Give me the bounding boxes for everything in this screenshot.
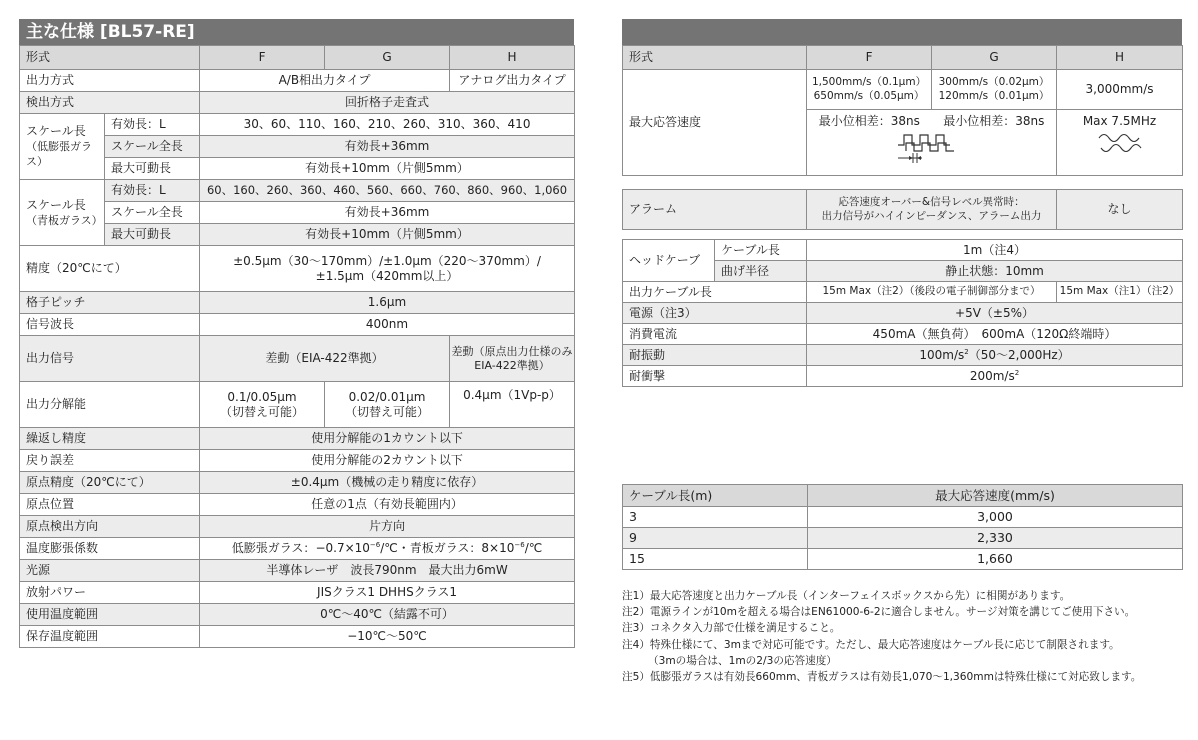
row-value: 静止状態：10mm [807, 261, 1183, 282]
value-part: 100m/s [919, 347, 965, 362]
row-sublabel: 最大可動長 [105, 158, 200, 180]
spec-table-right [622, 45, 1183, 387]
table-header-row [20, 46, 575, 70]
row-value [200, 382, 325, 428]
spacer-row [623, 230, 1183, 240]
pulse-waveform-icon [892, 131, 972, 165]
row-value [932, 70, 1057, 110]
row-value: 1m（注4） [807, 240, 1183, 261]
row-value: ±0.4μm（機械の走り精度に依存） [200, 472, 575, 494]
table-row [20, 560, 575, 582]
sine-wave-icon [1095, 131, 1145, 155]
row-value: 0.4μm（1Vp-p） [450, 382, 575, 428]
group-label-line: （青板ガラス） [26, 213, 103, 227]
row-label: 原点検出方向 [20, 516, 200, 538]
table-header-row [623, 46, 1183, 70]
table-row [623, 70, 1183, 110]
row-label: 耐振動 [623, 345, 807, 366]
row-label: 戻り誤差 [20, 450, 200, 472]
row-value: 任意の1点（有効長範囲内） [200, 494, 575, 516]
header-h: H [1057, 46, 1183, 70]
group-label [20, 114, 105, 180]
row-value [807, 190, 1057, 230]
table-row [20, 604, 575, 626]
row-value: 使用分解能の2カウント以下 [200, 450, 575, 472]
row-label: 格子ピッチ [20, 292, 200, 314]
row-sublabel: 曲げ半径 [715, 261, 807, 282]
cable-length-cell: 3 [623, 507, 808, 528]
row-label: 出力ケーブル長 [623, 282, 807, 303]
footnotes [622, 588, 1192, 685]
row-label: 電源（注3） [623, 303, 807, 324]
value-part: （50〜2,000Hz） [968, 347, 1070, 362]
row-sublabel: 有効長：L [105, 180, 200, 202]
table-row [623, 324, 1183, 345]
row-label: 最大応答速度 [623, 70, 807, 176]
table-row [20, 382, 575, 428]
value-line: 出力信号がハイインピーダンス、アラーム出力 [821, 209, 1042, 222]
table-row [623, 345, 1183, 366]
table-row [20, 582, 575, 604]
table-row [623, 190, 1183, 230]
header-f: F [807, 46, 932, 70]
right-title-bar [622, 19, 1182, 45]
table-row [20, 246, 575, 292]
row-value: 450mA（無負荷） 600mA（120Ω終端時） [807, 324, 1183, 345]
value-line: Max 7.5MHz [1082, 114, 1157, 128]
row-label: 精度（20℃にて） [20, 246, 200, 292]
table-row [623, 549, 1183, 570]
row-value: 1.6μm [200, 292, 575, 314]
row-label: 光源 [20, 560, 200, 582]
row-label: アラーム [623, 190, 807, 230]
row-value: 3,000mm/s [1057, 70, 1183, 110]
row-value: 0℃〜40℃（結露不可） [200, 604, 575, 626]
table-row [20, 70, 575, 92]
row-value: 回折格子走査式 [200, 92, 575, 114]
row-value: なし [1057, 190, 1183, 230]
group-label: ヘッドケーブ [623, 240, 715, 282]
row-value: 有効長+36mm [200, 136, 575, 158]
value-line: 0.02/0.01μm [348, 389, 426, 404]
value-part: 低膨張ガラス：−0.7×10 [231, 541, 370, 555]
row-sublabel: スケール全長 [105, 202, 200, 224]
row-value: 使用分解能の1カウント以下 [200, 428, 575, 450]
group-label [20, 180, 105, 246]
row-value [1057, 110, 1183, 176]
row-value: JISクラス1 DHHSクラス1 [200, 582, 575, 604]
exponent: −6 [514, 541, 525, 549]
row-value: アナログ出力タイプ [450, 70, 575, 92]
value-line: （切替え可能） [345, 404, 430, 419]
spec-table-left [19, 45, 575, 648]
row-value: +5V（±5%） [807, 303, 1183, 324]
table-row [20, 626, 575, 648]
row-label: 出力信号 [20, 336, 200, 382]
row-value: 400nm [200, 314, 575, 336]
value-part: 200m/s [969, 368, 1015, 383]
table-row [20, 336, 575, 382]
page-title: 主な仕様 [BL57-RE] [19, 19, 574, 45]
row-label: 原点位置 [20, 494, 200, 516]
max-speed-cell: 1,660 [808, 549, 1183, 570]
group-label-line: スケール長 [26, 197, 86, 212]
exponent: 2 [964, 347, 969, 356]
value-line: EIA-422準拠） [474, 358, 550, 372]
value-line: 差動（原点出力仕様のみ [451, 344, 573, 358]
cable-length-cell: 9 [623, 528, 808, 549]
row-label: 出力分解能 [20, 382, 200, 428]
table-row [623, 240, 1183, 261]
footnote: 注2）電源ラインが10mを超える場合はEN61000-6-2に適合しません。サージ対策を講じてご使用下さい。 [622, 606, 1136, 619]
row-value: 差動（EIA-422準拠） [200, 336, 450, 382]
value-line: ±1.5μm（420mm以上） [315, 268, 459, 283]
row-sublabel: 最大可動長 [105, 224, 200, 246]
value-part: /℃・青板ガラス：8×10 [380, 541, 515, 555]
value-line: ±0.5μm（30〜170mm）/±1.0μm（220〜370mm）/ [233, 253, 541, 268]
row-sublabel: 有効長：L [105, 114, 200, 136]
phase-cell [807, 110, 1057, 176]
table-row [20, 92, 575, 114]
row-value: 15m Max（注1）（注2） [1057, 282, 1183, 303]
value-line: （切替え可能） [220, 404, 305, 419]
header-label: 形式 [20, 46, 200, 70]
footnote: 注3）コネクタ入力部で仕様を満足すること。 [622, 622, 841, 635]
value-line: 1,500mm/s（0.1μm） [811, 76, 927, 89]
table-row [20, 292, 575, 314]
row-value [325, 382, 450, 428]
row-label: 放射パワー [20, 582, 200, 604]
table-row [623, 528, 1183, 549]
row-sublabel: ケーブル長 [715, 240, 807, 261]
table-row [623, 282, 1183, 303]
value-line: 300mm/s（0.02μm） [938, 76, 1050, 89]
row-value: 片方向 [200, 516, 575, 538]
header-cable-length: ケーブル長(m) [623, 485, 808, 507]
cable-length-cell: 15 [623, 549, 808, 570]
max-speed-cell: 3,000 [808, 507, 1183, 528]
row-value: 15m Max（注2）（後段の電子制御部分まで） [807, 282, 1057, 303]
footnote: （3mの場合は、1mの2/3の応答速度） [648, 654, 837, 667]
header-f: F [200, 46, 325, 70]
row-value [200, 246, 575, 292]
phase-labels [807, 114, 1056, 129]
table-row [623, 507, 1183, 528]
exponent: 2 [1014, 368, 1020, 377]
phase-label-f: 最小位相差：38ns [818, 114, 920, 128]
header-label: 形式 [623, 46, 807, 70]
row-label: 原点精度（20℃にて） [20, 472, 200, 494]
row-value: 有効長+36mm [200, 202, 575, 224]
row-value [807, 345, 1183, 366]
row-label: 検出方式 [20, 92, 200, 114]
table-row [623, 366, 1183, 387]
table-row [20, 494, 575, 516]
row-label: 信号波長 [20, 314, 200, 336]
row-label: 出力方式 [20, 70, 200, 92]
header-h: H [450, 46, 575, 70]
table-row [20, 114, 575, 136]
table-row [20, 428, 575, 450]
value-part: /℃ [524, 541, 543, 555]
row-value [450, 336, 575, 382]
value-line: 応答速度オーバー&信号レベル異常時： [838, 196, 1025, 209]
row-label: 使用温度範囲 [20, 604, 200, 626]
row-value: A/B相出力タイプ [200, 70, 450, 92]
exponent: −6 [369, 541, 381, 549]
row-label: 繰返し精度 [20, 428, 200, 450]
table-row [20, 538, 575, 560]
footnote: 注5）低膨張ガラスは有効長660mm、青板ガラスは有効長1,070〜1,360mmは特殊仕様にて対応致します。 [622, 671, 1142, 684]
row-value [807, 366, 1183, 387]
table-row [20, 516, 575, 538]
row-value: 有効長+10mm（片側5mm） [200, 158, 575, 180]
table-header-row [623, 485, 1183, 507]
header-g: G [325, 46, 450, 70]
cable-length-table [622, 484, 1183, 570]
row-label: 温度膨張係数 [20, 538, 200, 560]
row-value: 半導体レーザ 波長790nm 最大出力6mW [200, 560, 575, 582]
table-row [20, 472, 575, 494]
value-line: 120mm/s（0.01μm） [938, 89, 1050, 102]
value-line: 650mm/s（0.05μm） [813, 89, 925, 102]
spacer-row [623, 176, 1183, 190]
value-line: 0.1/0.05μm [227, 389, 297, 404]
row-sublabel: スケール全長 [105, 136, 200, 158]
header-max-speed: 最大応答速度(mm/s) [808, 485, 1183, 507]
header-g: G [932, 46, 1057, 70]
footnote: 注4）特殊仕様にて、3mまで対応可能です。ただし、最大応答速度はケーブル長に応じて制限されます。 [622, 638, 1120, 651]
table-row [20, 450, 575, 472]
row-value: 30、60、110、160、210、260、310、360、410 [200, 114, 575, 136]
row-value [807, 70, 932, 110]
max-speed-cell: 2,330 [808, 528, 1183, 549]
row-label: 消費電流 [623, 324, 807, 345]
row-value: 有効長+10mm（片側5mm） [200, 224, 575, 246]
phase-label-g: 最小位相差：38ns [943, 114, 1045, 128]
row-label: 耐衝撃 [623, 366, 807, 387]
row-value: −10℃〜50℃ [200, 626, 575, 648]
footnote: 注1）最大応答速度と出力ケーブル長（インターフェイスボックスから先）に相関があります。 [622, 590, 1071, 602]
table-row [20, 180, 575, 202]
table-row [20, 314, 575, 336]
group-label-line: スケール長 [26, 124, 86, 138]
row-value [200, 538, 575, 560]
row-value: 60、160、260、360、460、560、660、760、860、960、1,060 [200, 180, 575, 202]
table-row [623, 303, 1183, 324]
row-label: 保存温度範囲 [20, 626, 200, 648]
group-label-line: （低膨張ガラス） [26, 140, 92, 168]
